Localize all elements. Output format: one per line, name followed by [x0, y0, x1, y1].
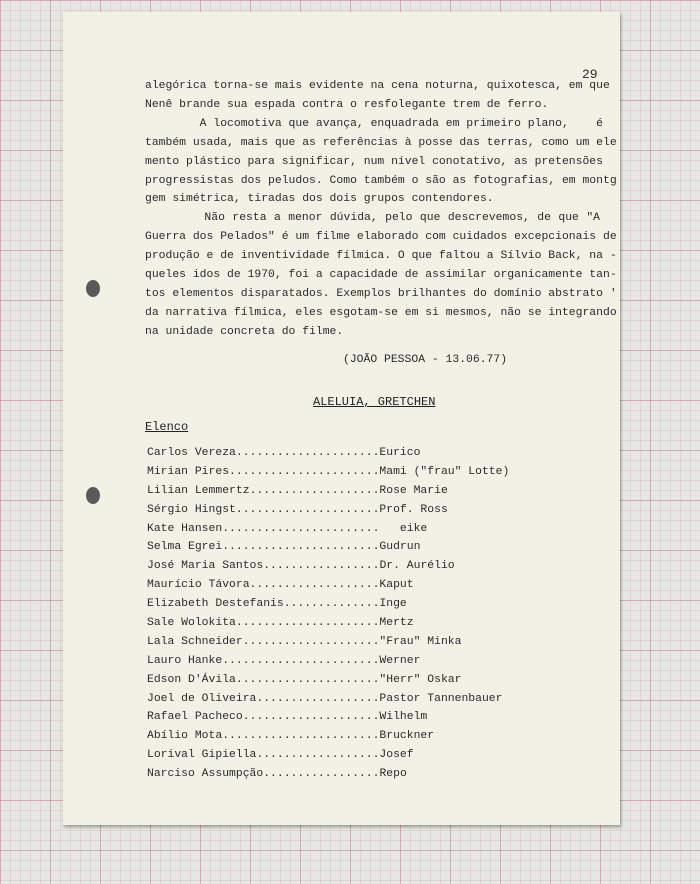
actor-name: José Maria Santos	[147, 560, 264, 573]
leader-dots: .................	[263, 768, 380, 781]
text-line: mento plástico para significar, num nível conotativo, as pretensões	[145, 155, 603, 168]
cast-row	[147, 579, 567, 598]
text-line: queles idos de 1970, foi a capacidade de assimilar organicamente tan-	[145, 269, 617, 281]
leader-dots: ...................	[249, 484, 380, 497]
role-name: Mertz	[379, 617, 414, 630]
role-name: Kaput	[379, 579, 414, 592]
cast-row	[147, 674, 567, 693]
role-name: eike	[379, 522, 428, 535]
cast-row	[147, 523, 567, 542]
role-name: Pastor Tannenbauer	[379, 692, 503, 705]
page-number: 29	[582, 67, 598, 82]
leader-dots: .....................	[235, 447, 380, 459]
actor-name: Elizabeth Destefanis	[147, 598, 284, 611]
leader-dots: .....................	[235, 617, 380, 630]
actor-name: Lilian Lemmertz	[147, 484, 250, 497]
cast-row	[147, 749, 567, 768]
actor-name: Maurício Távora	[147, 579, 250, 592]
text-line: na unidade concreta do filme.	[145, 325, 344, 338]
role-name: Rose Marie	[379, 484, 448, 497]
leader-dots: ....................	[242, 711, 380, 724]
actor-name: Edson D'Ávila	[147, 673, 236, 686]
leader-dots: .....................	[235, 503, 380, 516]
cast-list	[147, 447, 567, 787]
text-line: tos elementos disparatados. Exemplos brilhantes do domínio abstrato '	[145, 287, 617, 300]
leader-dots: ...................	[249, 579, 380, 592]
role-name: Josef	[379, 749, 414, 762]
role-name: Dr. Aurélio	[379, 560, 455, 573]
cast-row	[147, 560, 567, 579]
cast-row	[147, 447, 567, 466]
text-line: Guerra dos Pelados" é um filme elaborado com cuidados excepcionais de	[145, 231, 617, 244]
leader-dots: .....................	[235, 673, 380, 686]
text-line: progressistas dos peludos. Como também o são as fotografias, em montg	[145, 174, 617, 187]
film-title: ALELUIA, GRETCHEN	[313, 395, 436, 409]
role-name: Gudrun	[379, 541, 421, 554]
text-line: alegórica torna-se mais evidente na cena noturna, quixotesca, em que	[145, 80, 610, 92]
actor-name: Kate Hansen	[147, 522, 223, 535]
leader-dots: ....................	[242, 635, 380, 648]
actor-name: Carlos Vereza	[147, 447, 236, 459]
role-name: Bruckner	[379, 730, 435, 743]
actor-name: Abílio Mota	[147, 730, 223, 743]
role-name: "Herr" Oskar	[379, 673, 462, 686]
signature-line: (JOÃO PESSOA - 13.06.77)	[343, 354, 508, 366]
cast-row	[147, 598, 567, 617]
role-name: Mami ("frau" Lotte)	[379, 465, 510, 478]
actor-name: Narciso Assumpção	[147, 768, 264, 781]
cast-row	[147, 768, 567, 787]
actor-name: Lorival Gipiella	[147, 749, 257, 762]
actor-name: Joel de Oliveira	[147, 692, 257, 705]
cast-row	[147, 711, 567, 730]
leader-dots: ......................	[229, 465, 380, 478]
role-name: Eurico	[379, 447, 421, 459]
cast-row	[147, 636, 567, 655]
actor-name: Selma Egrei	[147, 541, 223, 554]
text-line: gem simétrica, tiradas dos dois grupos contendores.	[145, 193, 494, 206]
cast-row	[147, 730, 567, 749]
cast-row	[147, 466, 567, 485]
role-name: Repo	[379, 768, 407, 781]
cast-row	[147, 655, 567, 674]
leader-dots: .......................	[222, 654, 380, 667]
role-name: Wilhelm	[379, 711, 428, 724]
punch-hole	[86, 487, 100, 504]
role-name: Werner	[379, 654, 421, 667]
role-name: "Frau" Minka	[379, 635, 462, 648]
cast-row	[147, 617, 567, 636]
cast-row	[147, 693, 567, 712]
text-line: da narrativa fílmica, eles esgotam-se em si mesmos, não se integrando	[145, 306, 617, 319]
actor-name: Sérgio Hingst	[147, 503, 236, 516]
leader-dots: .......................	[222, 522, 380, 535]
text-line: Não resta a menor dúvida, pelo que descrevemos, de que "A	[145, 212, 600, 225]
leader-dots: ..............	[283, 598, 380, 611]
leader-dots: .......................	[222, 730, 380, 743]
role-name: Prof. Ross	[379, 503, 448, 516]
cast-row	[147, 504, 567, 523]
actor-name: Sale Wolokita	[147, 617, 236, 630]
leader-dots: .................	[263, 560, 380, 573]
actor-name: Mirian Pires	[147, 465, 230, 478]
actor-name: Lauro Hanke	[147, 654, 223, 667]
actor-name: Lala Schneider	[147, 635, 243, 648]
punch-hole	[86, 280, 100, 297]
leader-dots: ..................	[256, 749, 380, 762]
text-line: também usada, mais que as referências à posse das terras, como um ele	[145, 136, 617, 149]
cast-row	[147, 485, 567, 504]
leader-dots: .......................	[222, 541, 380, 554]
text-line: Nenê brande sua espada contra o resfolegante trem de ferro.	[145, 98, 549, 111]
actor-name: Rafael Pacheco	[147, 711, 243, 724]
cast-row	[147, 541, 567, 560]
cast-heading: Elenco	[145, 420, 189, 434]
role-name: Inge	[379, 598, 407, 611]
leader-dots: ..................	[256, 692, 380, 705]
text-line: A locomotiva que avança, enquadrada em primeiro plano, é	[145, 117, 603, 130]
text-line: produção e de inventividade fílmica. O que faltou a Sílvio Back, na -	[145, 250, 617, 263]
